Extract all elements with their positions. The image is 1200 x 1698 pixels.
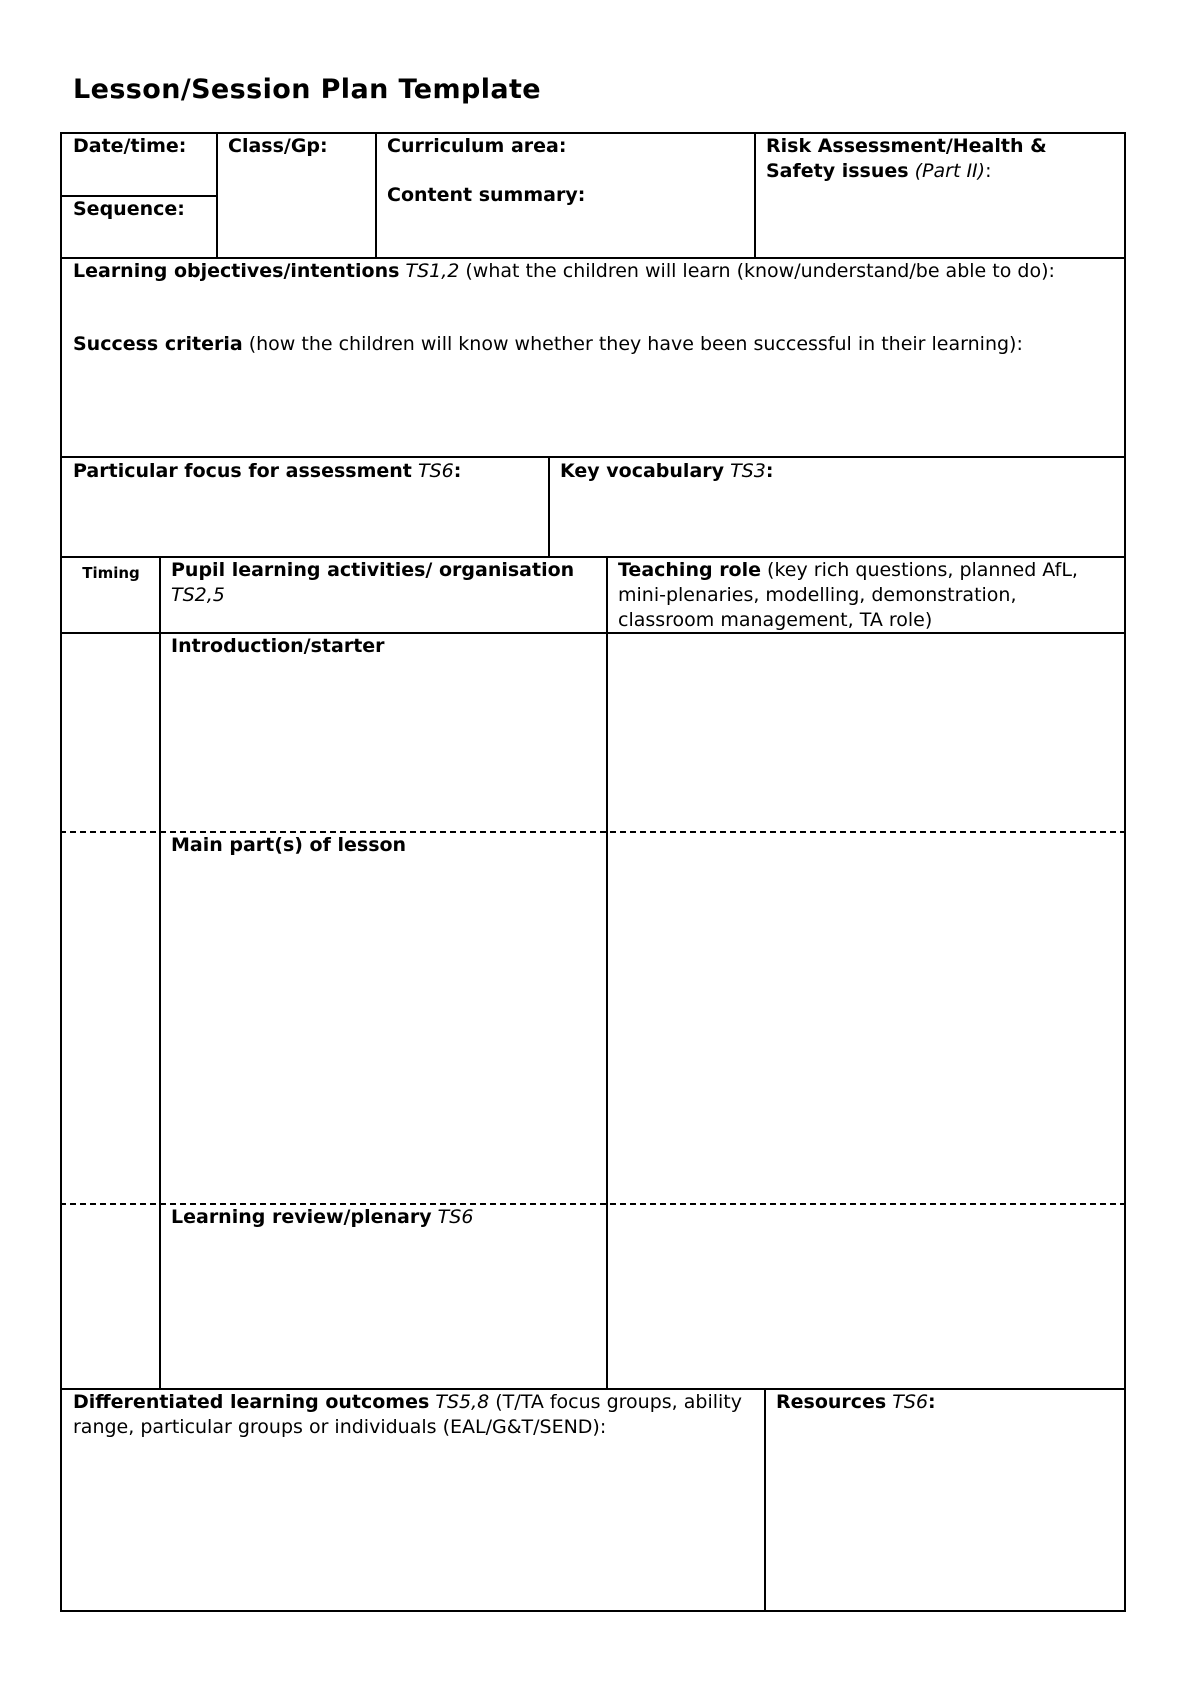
pupil-activities-ref: TS2,5 <box>171 584 225 606</box>
class-gp-label: Class/Gp: <box>228 135 328 157</box>
sequence-cell[interactable] <box>63 197 216 222</box>
intro-activities-cell[interactable] <box>161 634 606 831</box>
curriculum-area-label: Curriculum area: <box>387 135 567 157</box>
risk-assessment-suffix: : <box>985 160 992 182</box>
review-label: Learning review/plenary <box>171 1206 432 1228</box>
risk-assessment-label: Risk Assessment/Health & Safety issues <box>766 135 1047 182</box>
intro-timing-cell[interactable] <box>63 634 159 831</box>
curriculum-cell[interactable] <box>377 134 754 208</box>
resources-suffix: : <box>928 1391 936 1413</box>
main-activities-cell[interactable] <box>161 833 606 1203</box>
differentiated-outcomes-cell[interactable] <box>63 1390 764 1610</box>
risk-assessment-cell[interactable] <box>756 134 1124 184</box>
main-teaching-cell[interactable] <box>608 833 1124 1203</box>
timing-label: Timing <box>82 564 140 582</box>
review-activities-cell[interactable] <box>161 1205 606 1388</box>
review-teaching-cell[interactable] <box>608 1205 1124 1388</box>
assessment-focus-suffix: : <box>453 460 462 482</box>
risk-assessment-ref: (Part II) <box>914 160 986 182</box>
teaching-role-desc: (key rich questions, planned AfL, mini-plenaries, modelling, demonstration, classroom management, TA role) <box>618 559 1078 631</box>
sequence-label: Sequence: <box>73 198 185 220</box>
outcomes-desc: (T/TA focus groups, ability range, particular groups or individuals (EAL/G&T/SEND): <box>73 1391 742 1438</box>
teaching-role-label: Teaching role <box>618 559 762 581</box>
class-gp-cell[interactable] <box>218 134 375 159</box>
success-criteria-label: Success criteria <box>73 333 243 355</box>
content-summary-label: Content summary: <box>387 184 586 206</box>
teaching-role-header <box>608 558 1124 633</box>
key-vocabulary-cell[interactable] <box>550 459 1124 484</box>
review-timing-cell[interactable] <box>63 1205 159 1388</box>
resources-ref: TS6 <box>892 1391 929 1413</box>
success-criteria-desc: (how the children will know whether they have been successful in their learning): <box>242 333 1023 355</box>
intro-label: Introduction/starter <box>171 635 385 657</box>
row-divider <box>60 456 1126 458</box>
objectives-cell[interactable] <box>63 259 1124 357</box>
pupil-activities-header <box>161 558 606 608</box>
page-title: Lesson/Session Plan Template <box>73 74 541 105</box>
intro-teaching-cell[interactable] <box>608 634 1124 831</box>
resources-label: Resources <box>776 1391 887 1413</box>
pupil-activities-label: Pupil learning activities/ organisation <box>171 559 575 581</box>
outcomes-label: Differentiated learning outcomes <box>73 1391 430 1413</box>
objectives-label: Learning objectives/intentions <box>73 260 400 282</box>
assessment-focus-label: Particular focus for assessment <box>73 460 412 482</box>
date-time-label: Date/time: <box>73 135 187 157</box>
assessment-focus-cell[interactable] <box>63 459 548 484</box>
timing-header <box>63 560 159 586</box>
main-timing-cell[interactable] <box>63 833 159 1203</box>
key-vocabulary-ref: TS3 <box>730 460 766 482</box>
date-time-cell[interactable] <box>63 134 216 159</box>
main-lesson-label: Main part(s) of lesson <box>171 834 407 856</box>
outcomes-ref: TS5,8 <box>435 1391 490 1413</box>
objectives-desc: (what the children will learn (know/understand/be able to do): <box>459 260 1055 282</box>
review-ref: TS6 <box>437 1206 474 1228</box>
objectives-ref: TS1,2 <box>405 260 460 282</box>
key-vocabulary-label: Key vocabulary <box>560 460 725 482</box>
assessment-focus-ref: TS6 <box>417 460 454 482</box>
resources-cell[interactable] <box>766 1390 1124 1610</box>
key-vocabulary-suffix: : <box>765 460 774 482</box>
